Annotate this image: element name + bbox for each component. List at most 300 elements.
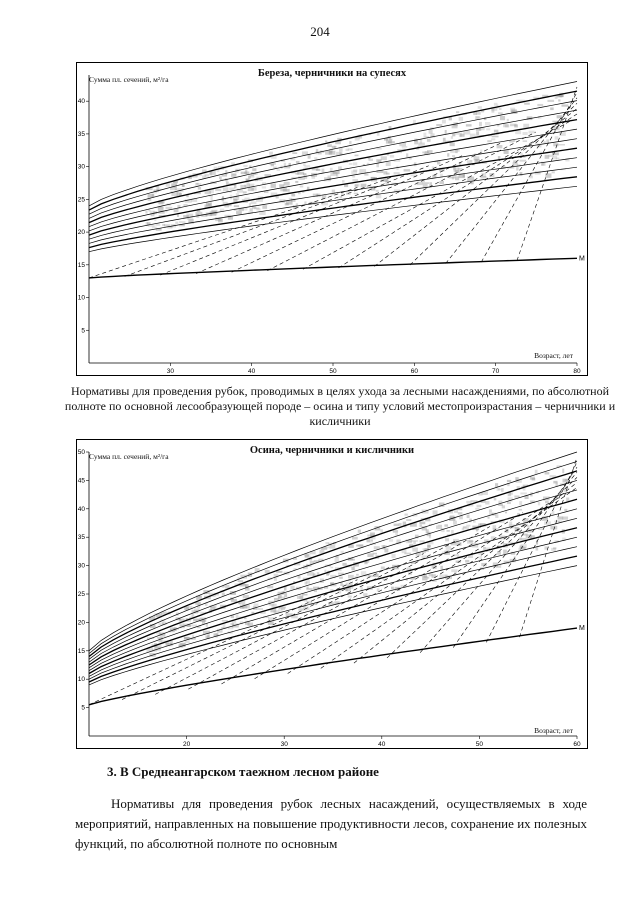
chart-aspen-scatter-point xyxy=(367,539,371,542)
chart-birch-scatter-point xyxy=(295,181,298,183)
chart-birch-scatter-point xyxy=(259,212,265,215)
chart-birch-scatter-point xyxy=(500,116,505,120)
chart-aspen-scatter-point xyxy=(392,554,396,558)
chart-aspen-scatter-point xyxy=(501,488,504,492)
chart-birch-scatter-point xyxy=(304,165,310,167)
chart-birch-scatter-point xyxy=(515,131,521,134)
chart-aspen-scatter-point xyxy=(427,545,431,547)
chart-birch-scatter-point xyxy=(447,153,449,156)
chart-aspen-scatter-point xyxy=(467,540,473,544)
chart-birch-scatter-point xyxy=(463,131,470,135)
chart-aspen-scatter-point xyxy=(479,556,482,560)
chart-aspen-scatter-point xyxy=(307,572,314,576)
chart-aspen-scatter-point xyxy=(191,614,194,617)
chart-birch-scatter-point xyxy=(470,160,473,163)
chart-birch-scatter-point xyxy=(205,191,212,195)
chart-birch-scatter-point xyxy=(376,194,382,198)
chart-birch-title: Береза, черничники на супесях xyxy=(257,68,407,79)
chart-aspen-scatter-point xyxy=(520,492,527,494)
chart-birch-scatter-point xyxy=(198,187,201,190)
chart-aspen-scatter-point xyxy=(538,528,543,530)
chart-birch-scatter-point xyxy=(364,173,368,175)
chart-birch-scatter-point xyxy=(503,124,508,127)
chart-aspen-scatter-point xyxy=(342,563,346,566)
chart-aspen-dashed-line xyxy=(519,457,577,637)
chart-birch-scatter-point xyxy=(445,130,447,134)
chart-aspen-scatter-point xyxy=(515,477,518,480)
chart-aspen-scatter-point xyxy=(564,509,567,511)
chart-birch-scatter-point xyxy=(368,159,373,161)
chart-aspen-scatter-point xyxy=(290,586,294,590)
chart-birch-scatter-point xyxy=(537,104,543,106)
chart-birch-scatter-point xyxy=(520,153,523,156)
chart-birch-series-m-label: М xyxy=(579,255,585,263)
chart-aspen-scatter-point xyxy=(244,618,247,620)
chart-aspen-scatter-point xyxy=(436,526,442,529)
chart-birch-scatter-point xyxy=(451,136,453,139)
chart-aspen-y-tick-label: 40 xyxy=(77,505,85,513)
chart-aspen-scatter-point xyxy=(446,530,449,532)
chart-aspen-scatter-point xyxy=(489,509,492,512)
chart-birch-scatter-point xyxy=(166,207,173,209)
chart-aspen-series-m-label: М xyxy=(579,625,585,633)
chart-birch-scatter-point xyxy=(250,175,255,178)
chart-birch-scatter-point xyxy=(456,111,459,113)
chart-birch-y-tick-label: 5 xyxy=(81,327,85,335)
chart-aspen-scatter-point xyxy=(459,516,463,519)
chart-birch-scatter-point xyxy=(486,128,490,130)
chart-birch-scatter-point xyxy=(152,226,157,228)
chart-birch-scatter-point xyxy=(561,104,568,106)
chart-birch-scatter-point xyxy=(558,144,565,146)
chart-aspen-x-tick-label: 50 xyxy=(475,741,484,748)
chart-aspen-scatter-point xyxy=(348,595,352,597)
chart-aspen-scatter-point xyxy=(222,620,228,622)
chart-aspen-y-tick-label: 35 xyxy=(77,534,85,542)
chart-birch-scatter-point xyxy=(418,143,424,146)
chart-aspen-scatter-point xyxy=(545,501,549,504)
chart-aspen-scatter-point xyxy=(338,573,344,575)
chart-aspen-scatter-point xyxy=(330,567,333,569)
chart-birch-scatter-point xyxy=(298,192,301,194)
chart-birch-scatter-point xyxy=(262,205,267,209)
chart-birch-scatter-point xyxy=(354,193,358,195)
chart-aspen-y-tick-label: 15 xyxy=(77,647,85,655)
chart-birch-x-tick-label: 70 xyxy=(492,368,500,375)
chart-birch-scatter-point xyxy=(353,162,357,165)
chart-aspen-x-tick-label: 20 xyxy=(182,741,191,748)
chart-birch-scatter-point xyxy=(507,119,509,121)
chart-aspen-scatter-point xyxy=(238,580,244,582)
chart-birch-scatter-point xyxy=(154,219,156,221)
chart-aspen-scatter-point xyxy=(192,635,194,638)
chart-aspen-y-tick-label: 5 xyxy=(81,704,85,712)
chart-birch-x-tick-label: 30 xyxy=(166,368,174,375)
chart-birch-scatter-point xyxy=(243,165,247,167)
chart-aspen-scatter-point xyxy=(399,523,402,526)
chart-aspen-scatter-point xyxy=(498,489,501,491)
chart-birch-scatter-point xyxy=(509,140,513,142)
chart-birch-scatter-point xyxy=(303,173,306,175)
chart-aspen-scatter-point xyxy=(440,566,443,570)
chart-birch-scatter-point xyxy=(359,169,366,173)
chart-birch-scatter-point xyxy=(182,185,185,187)
chart-aspen-scatter-point xyxy=(408,540,412,542)
chart-birch-scatter-point xyxy=(355,155,359,157)
chart-birch-y-tick-label: 35 xyxy=(77,130,85,138)
chart-birch-scatter-point xyxy=(204,174,208,176)
chart-aspen-scatter-point xyxy=(395,533,398,536)
chart-birch-scatter-point xyxy=(555,96,558,99)
chart-aspen-scatter-point xyxy=(363,593,367,596)
chart-aspen-scatter-point xyxy=(248,623,253,626)
chart-birch-scatter-point xyxy=(222,198,224,202)
chart-birch-scatter-point xyxy=(423,133,426,137)
chart-aspen-scatter-point xyxy=(328,602,333,605)
chart-aspen-scatter-point xyxy=(465,560,469,563)
chart-birch-scatter-point xyxy=(478,106,482,109)
chart-aspen-scatter-point xyxy=(503,550,507,554)
chart-birch-scatter-point xyxy=(529,131,535,134)
chart-aspen-scatter-point xyxy=(335,558,339,562)
chart-aspen-scatter-point xyxy=(297,596,303,599)
chart-birch-plot xyxy=(77,63,587,375)
chart-aspen-scatter-point xyxy=(505,512,507,514)
chart-birch-scatter-point xyxy=(234,185,236,189)
chart-aspen-xlabel: Возраст, лет xyxy=(534,726,573,735)
chart-aspen-scatter-point xyxy=(313,573,316,576)
chart-birch-scatter-point xyxy=(394,172,400,174)
chart-aspen-scatter-point xyxy=(552,511,555,515)
chart-aspen-scatter-point xyxy=(493,525,497,529)
chart-birch-scatter-point xyxy=(183,204,187,206)
chart-birch-scatter-point xyxy=(459,117,463,121)
chart-aspen-scatter-point xyxy=(507,480,511,482)
chart-aspen-scatter-point xyxy=(485,501,489,504)
chart-birch-scatter-point xyxy=(436,124,442,126)
chart-aspen-y-tick-label: 50 xyxy=(77,449,85,456)
chart-birch-scatter-point xyxy=(417,182,423,185)
chart-aspen-scatter-point xyxy=(453,539,459,541)
chart-aspen-dashed-line xyxy=(321,488,577,669)
chart-birch-scatter-point xyxy=(422,182,428,184)
chart-birch-scatter-point xyxy=(236,193,239,197)
chart-birch-fan-curve xyxy=(89,186,577,251)
chart-aspen-dashed-line xyxy=(89,580,357,705)
chart-aspen-scatter-point xyxy=(420,524,422,526)
chart-aspen-dashed-line xyxy=(221,526,489,683)
chart-aspen-scatter-point xyxy=(514,496,519,498)
chart-birch-scatter-point xyxy=(381,156,387,160)
chart-aspen-scatter-point xyxy=(491,536,495,540)
chart-birch-series-m-line xyxy=(89,258,577,278)
chart-aspen-y-tick-label: 25 xyxy=(77,591,85,598)
chart-birch-scatter-point xyxy=(494,103,498,106)
chart-birch-scatter-point xyxy=(283,189,290,192)
chart-birch-scatter-point xyxy=(471,182,474,185)
chart-aspen-scatter-point xyxy=(507,502,511,504)
chart-aspen-y-tick-label: 20 xyxy=(77,619,85,627)
chart-caption: Нормативы для проведения рубок, проводимых в целях ухода за лесными насаждениями, по абсолютной полноте по основной лесообразующей породе – осина и типу условий местопроизрастания – черничники и кисличники xyxy=(64,384,616,428)
chart-birch-scatter-point xyxy=(547,100,554,102)
chart-aspen-scatter-point xyxy=(488,516,490,518)
chart-birch-xlabel: Возраст, лет xyxy=(534,351,573,360)
chart-birch-scatter-point xyxy=(241,172,247,174)
chart-birch-scatter-point xyxy=(406,153,408,157)
chart-birch-scatter-point xyxy=(292,152,297,154)
chart-aspen-scatter-point xyxy=(451,530,454,534)
chart-birch-ylabel: Сумма пл. сечений, м²/га xyxy=(89,75,169,84)
chart-birch-scatter-point xyxy=(254,207,260,209)
chart-aspen-scatter-point xyxy=(391,587,394,590)
chart-birch-scatter-point xyxy=(334,146,336,148)
chart-birch-scatter-point xyxy=(545,173,551,177)
chart-birch-y-tick-label: 30 xyxy=(77,163,85,171)
chart-birch-scatter-point xyxy=(558,99,560,101)
chart-aspen-scatter-point xyxy=(356,545,363,547)
chart-birch-scatter-point xyxy=(432,175,436,178)
chart-birch-y-tick-label: 15 xyxy=(77,261,85,269)
chart-birch-scatter-point xyxy=(219,176,222,179)
chart-birch-scatter-point xyxy=(499,108,501,110)
chart-birch-x-tick-label: 60 xyxy=(410,368,418,375)
chart-birch-scatter-point xyxy=(269,152,273,155)
chart-aspen-scatter-point xyxy=(190,624,196,626)
chart-aspen-scatter-point xyxy=(429,573,433,576)
chart-birch-scatter-point xyxy=(286,201,293,205)
chart-birch-scatter-point xyxy=(497,145,503,148)
chart-birch-scatter-point xyxy=(520,172,523,176)
chart-aspen-scatter-point xyxy=(558,516,564,519)
chart-aspen-scatter-point xyxy=(535,470,538,474)
chart-aspen-scatter-point xyxy=(519,501,522,505)
chart-aspen-scatter-point xyxy=(483,547,486,550)
chart-birch-scatter-point xyxy=(327,144,332,147)
chart-aspen-x-tick-label: 40 xyxy=(378,741,386,748)
chart-aspen-scatter-point xyxy=(456,542,462,546)
chart-aspen-scatter-point xyxy=(202,620,205,624)
chart-birch-scatter-point xyxy=(348,148,353,150)
chart-aspen-scatter-point xyxy=(451,569,457,572)
chart-birch-scatter-point xyxy=(145,210,147,213)
chart-aspen-scatter-point xyxy=(562,469,564,473)
chart-birch-scatter-point xyxy=(510,124,517,127)
chart-birch-scatter-point xyxy=(458,168,462,170)
chart-birch-y-tick-label: 25 xyxy=(77,196,85,204)
chart-aspen-scatter-point xyxy=(477,505,482,508)
chart-birch-scatter-point xyxy=(158,207,164,211)
chart-aspen-scatter-point xyxy=(324,570,326,572)
chart-birch-scatter-point xyxy=(250,208,253,211)
chart-birch-scatter-point xyxy=(229,187,234,190)
chart-birch-scatter-point xyxy=(553,143,558,146)
chart-aspen-scatter-point xyxy=(412,547,418,551)
chart-birch-scatter-point xyxy=(175,222,178,224)
chart-birch-scatter-point xyxy=(452,133,455,136)
chart-aspen-fan-curve xyxy=(89,509,577,668)
chart-aspen-y-tick-label: 30 xyxy=(77,562,85,570)
chart-birch-scatter-point xyxy=(339,148,343,152)
chart-birch-scatter-point xyxy=(215,189,221,191)
chart-aspen-title: Осина, черничники и кисличники xyxy=(249,445,415,456)
chart-aspen-scatter-point xyxy=(325,542,329,544)
chart-aspen-scatter-point xyxy=(339,577,343,579)
chart-aspen-scatter-point xyxy=(389,539,393,542)
chart-birch-scatter-point xyxy=(429,129,433,133)
chart-birch-scatter-point xyxy=(271,184,276,188)
chart-aspen-scatter-point xyxy=(538,502,540,505)
body-paragraph: Нормативы для проведения рубок лесных насаждений, осуществляемых в ходе мероприятий, направленных на повышение продуктивности лесов, сохранение их полезных функций, по абсолютной полноте по основным xyxy=(75,796,587,851)
chart-aspen-scatter-point xyxy=(298,608,303,610)
chart-aspen-scatter-point xyxy=(467,515,470,518)
chart-birch-scatter-point xyxy=(361,184,367,188)
chart-birch-scatter-point xyxy=(550,107,554,110)
chart-aspen-scatter-point xyxy=(445,538,449,541)
chart-aspen-scatter-point xyxy=(351,567,354,570)
chart-aspen-plot xyxy=(77,440,587,748)
chart-aspen-scatter-point xyxy=(554,521,559,523)
chart-aspen-scatter-point xyxy=(358,530,361,533)
chart-birch-scatter-point xyxy=(342,180,344,182)
chart-aspen-scatter-point xyxy=(254,604,259,607)
chart-birch-scatter-point xyxy=(427,150,433,153)
chart-aspen-scatter-point xyxy=(566,498,569,502)
chart-birch-scatter-point xyxy=(528,176,532,178)
page-number: 204 xyxy=(310,24,330,39)
chart-aspen-scatter-point xyxy=(185,640,190,643)
chart-aspen-y-tick-label: 10 xyxy=(77,676,85,684)
chart-birch-scatter-point xyxy=(284,182,290,186)
chart-birch-scatter-point xyxy=(242,199,245,201)
chart-birch-scatter-point xyxy=(308,154,311,158)
chart-birch-scatter-point xyxy=(480,176,486,178)
chart-aspen-scatter-point xyxy=(565,479,568,481)
chart-birch-x-tick-label: 50 xyxy=(329,368,337,375)
chart-birch-scatter-point xyxy=(404,169,411,171)
chart-birch-y-tick-label: 10 xyxy=(77,294,85,302)
chart-birch-scatter-point xyxy=(148,209,150,211)
chart-birch-scatter-point xyxy=(520,160,527,162)
chart-birch-scatter-point xyxy=(291,194,295,197)
chart-birch-scatter-point xyxy=(349,163,353,165)
chart-birch-scatter-point xyxy=(273,167,277,169)
chart-aspen-scatter-point xyxy=(281,608,285,610)
chart-aspen-scatter-point xyxy=(380,529,383,533)
chart-birch-scatter-point xyxy=(354,184,358,186)
chart-aspen-scatter-point xyxy=(520,546,524,548)
chart-birch-scatter-point xyxy=(186,214,193,217)
chart-birch-scatter-point xyxy=(466,124,472,126)
chart-birch-scatter-point xyxy=(386,162,391,166)
chart-birch-scatter-point xyxy=(340,196,343,198)
chart-aspen-dashed-line xyxy=(387,477,577,658)
chart-birch-scatter-point xyxy=(450,142,455,146)
chart-aspen-scatter-point xyxy=(274,578,277,581)
chart-birch-scatter-point xyxy=(523,124,529,128)
chart-aspen-scatter-point xyxy=(256,608,263,610)
chart-birch-scatter-point xyxy=(524,103,530,105)
chart-birch-scatter-point xyxy=(195,212,202,215)
chart-aspen-scatter-point xyxy=(348,575,354,579)
chart-birch-scatter-point xyxy=(485,122,490,125)
chart-birch-scatter-point xyxy=(413,120,416,124)
chart-birch-scatter-point xyxy=(148,194,154,197)
chart-aspen-scatter-point xyxy=(231,599,237,602)
chart-birch-scatter-point xyxy=(449,117,452,120)
chart-aspen-scatter-point xyxy=(374,546,380,549)
chart-birch-scatter-point xyxy=(467,177,474,181)
chart-birch-scatter-point xyxy=(177,215,179,218)
chart-birch-scatter-point xyxy=(376,148,381,150)
chart-aspen-scatter-point xyxy=(420,540,425,542)
chart-birch-scatter-point xyxy=(476,116,481,118)
chart-birch-scatter-point xyxy=(492,136,499,138)
chart-aspen-scatter-point xyxy=(564,489,567,492)
chart-birch-scatter-point xyxy=(557,115,563,118)
chart-birch-scatter-point xyxy=(498,112,503,114)
chart-aspen-x-tick-label: 60 xyxy=(573,741,581,748)
chart-birch-scatter-point xyxy=(559,132,566,136)
chart-birch-scatter-point xyxy=(443,138,446,142)
chart-birch-y-tick-label: 40 xyxy=(77,98,85,106)
chart-birch-scatter-point xyxy=(516,167,518,170)
chart-aspen-scatter-point xyxy=(545,472,550,474)
chart-aspen-scatter-point xyxy=(230,623,234,625)
chart-aspen-scatter-point xyxy=(463,526,469,529)
chart-birch-scatter-point xyxy=(211,210,217,214)
chart-birch-scatter-point xyxy=(491,138,495,140)
chart-aspen-scatter-point xyxy=(352,537,358,540)
chart-birch-scatter-point xyxy=(494,130,499,133)
chart-birch-scatter-point xyxy=(463,174,465,178)
chart-aspen-scatter-point xyxy=(502,505,505,508)
chart-birch-scatter-point xyxy=(262,186,266,188)
chart-aspen-scatter-point xyxy=(307,587,309,589)
chart-aspen-scatter-point xyxy=(270,604,275,606)
chart-birch-scatter-point xyxy=(376,190,379,192)
chart-aspen-scatter-point xyxy=(306,580,310,583)
chart-birch-scatter-point xyxy=(196,183,198,185)
chart-aspen-scatter-point xyxy=(276,571,282,573)
chart-birch-scatter-point xyxy=(476,131,479,135)
chart-aspen-scatter-point xyxy=(494,498,497,500)
chart-birch-scatter-point xyxy=(248,188,254,191)
chart-birch-scatter-point xyxy=(516,100,519,102)
chart-aspen-scatter-point xyxy=(422,576,427,580)
chart-aspen-scatter-point xyxy=(413,541,416,544)
chart-aspen-scatter-point xyxy=(184,637,189,639)
chart-aspen-scatter-point xyxy=(509,522,512,526)
chart-birch-x-tick-label: 80 xyxy=(573,368,581,375)
chart-birch-scatter-point xyxy=(351,170,357,174)
chart-aspen-scatter-point xyxy=(509,492,513,494)
chart-aspen-scatter-point xyxy=(495,483,498,487)
chart-aspen-scatter-point xyxy=(426,529,429,533)
chart-aspen-scatter-point xyxy=(356,574,359,576)
chart-aspen-scatter-point xyxy=(458,512,463,514)
chart-birch xyxy=(76,62,588,376)
chart-birch-x-tick-label: 40 xyxy=(248,368,256,375)
chart-aspen-scatter-point xyxy=(562,517,568,520)
chart-aspen-scatter-point xyxy=(453,521,457,525)
chart-birch-scatter-point xyxy=(295,173,298,175)
chart-aspen-ylabel: Сумма пл. сечений, м²/га xyxy=(89,452,169,461)
chart-aspen-scatter-point xyxy=(406,519,411,521)
chart-aspen-scatter-point xyxy=(368,575,375,577)
chart-aspen-x-tick-label: 30 xyxy=(280,741,288,748)
chart-birch-scatter-point xyxy=(455,176,459,180)
chart-aspen-scatter-point xyxy=(236,614,239,618)
